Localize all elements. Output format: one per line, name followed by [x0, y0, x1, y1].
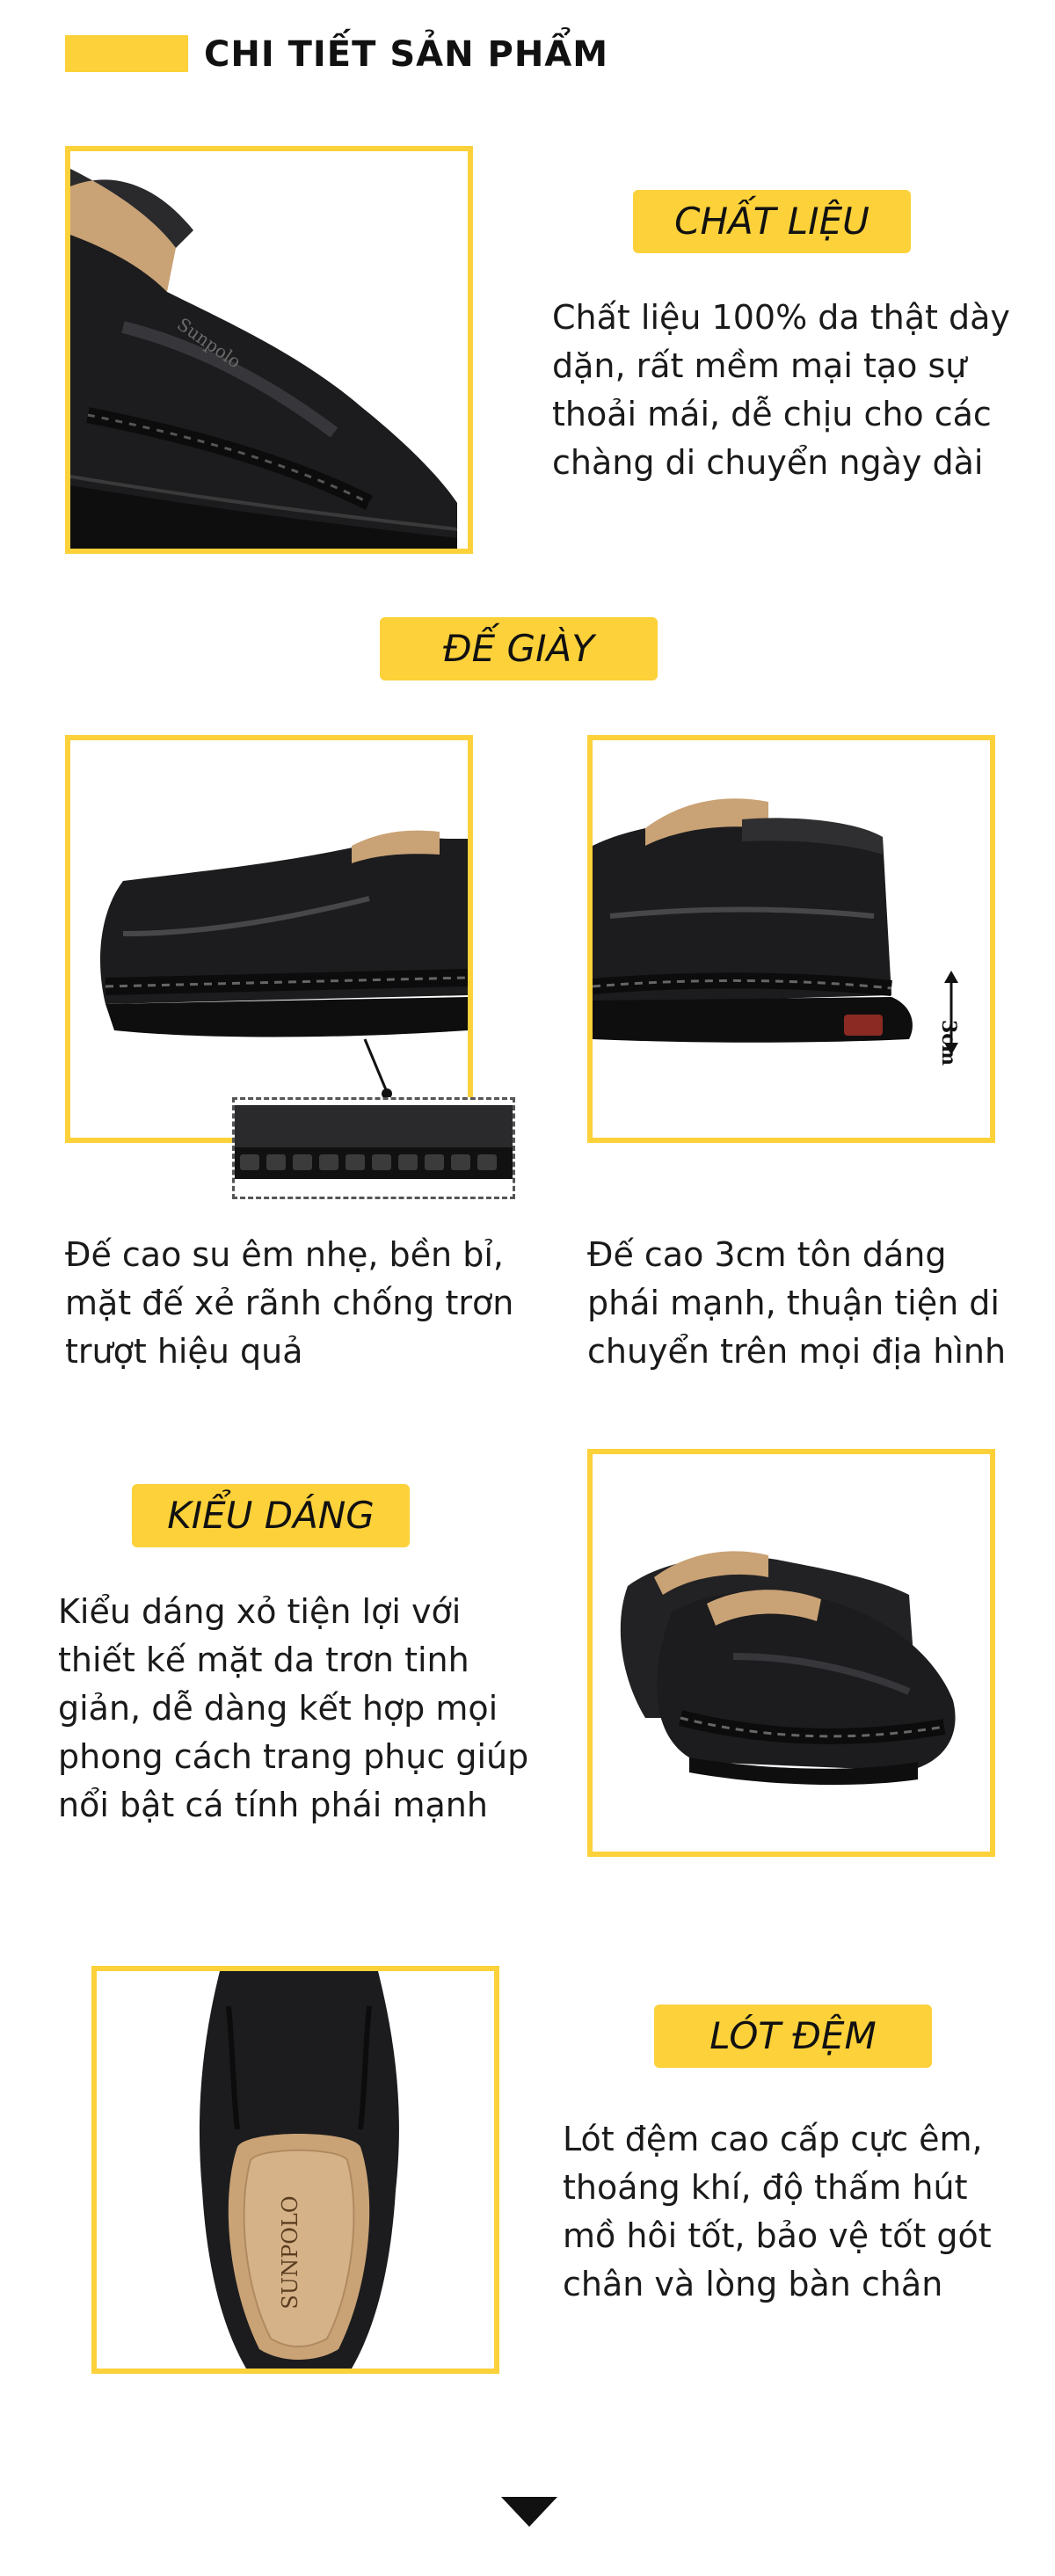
insole-description	[563, 2115, 992, 2309]
sole-left-description	[65, 1231, 513, 1376]
material-line: thoải mái, dễ chịu cho các	[552, 395, 992, 433]
shoe-closeup-image	[70, 151, 468, 549]
sole-right-line: Đế cao 3cm tôn dáng	[587, 1235, 947, 1274]
material-line: chàng di chuyển ngày dài	[552, 443, 984, 482]
shoe-three-quarter-image	[593, 1454, 990, 1852]
style-line: phong cách trang phục giúp	[58, 1737, 529, 1776]
insole-line: mồ hôi tốt, bảo vệ tốt gót	[563, 2216, 992, 2255]
sole-tread-closeup-image	[235, 1100, 513, 1197]
style-description	[58, 1588, 528, 1830]
sole-right-description	[587, 1231, 1006, 1376]
shoe-heel-image	[593, 740, 990, 1138]
insole-line: chân và lòng bàn chân	[563, 2265, 943, 2303]
style-line: thiết kế mặt da trơn tinh	[58, 1641, 469, 1679]
material-photo-frame	[65, 146, 473, 554]
insole-photo-frame	[91, 1966, 499, 2374]
style-label: KIỂU DÁNG	[132, 1484, 410, 1547]
sole-left-photo-frame	[65, 735, 473, 1143]
sole-zoom-detail	[232, 1097, 515, 1199]
shoe-side-image	[70, 740, 468, 1138]
sole-right-line: phái mạnh, thuận tiện di	[587, 1284, 1000, 1322]
page-title: CHI TIẾT SẢN PHẨM	[204, 34, 609, 75]
material-line: dặn, rất mềm mại tạo sự	[552, 346, 967, 385]
shoe-top-view-image	[97, 1971, 494, 2369]
material-line: Chất liệu 100% da thật dày	[552, 298, 1010, 337]
insole-label: LÓT ĐỆM	[654, 2005, 932, 2068]
sole-label: ĐẾ GIÀY	[380, 617, 658, 680]
sole-right-photo-frame	[587, 735, 995, 1143]
sole-left-line: trượt hiệu quả	[65, 1332, 303, 1371]
sole-left-line: mặt đế xẻ rãnh chống trơn	[65, 1284, 514, 1322]
sole-left-line: Đế cao su êm nhẹ, bền bỉ,	[65, 1235, 504, 1274]
svg-text:Sunpolo: Sunpolo	[173, 313, 245, 373]
header-accent-bar	[65, 35, 188, 72]
sole-height-label: 3cm	[937, 1020, 960, 1066]
insole-line: Lót đệm cao cấp cực êm,	[563, 2120, 983, 2158]
style-line: giản, dễ dàng kết hợp mọi	[58, 1689, 498, 1728]
style-photo-frame	[587, 1449, 995, 1857]
insole-brand-text: SUNPOLO	[278, 2195, 302, 2310]
triangle-down-icon	[501, 2497, 557, 2527]
style-line: Kiểu dáng xỏ tiện lợi với	[58, 1592, 462, 1631]
sole-right-line: chuyển trên mọi địa hình	[587, 1332, 1007, 1371]
insole-line: thoáng khí, độ thấm hút	[563, 2168, 968, 2207]
material-label: CHẤT LIỆU	[633, 190, 911, 253]
material-description	[552, 294, 1010, 487]
style-line: nổi bật cá tính phái mạnh	[58, 1786, 488, 1824]
